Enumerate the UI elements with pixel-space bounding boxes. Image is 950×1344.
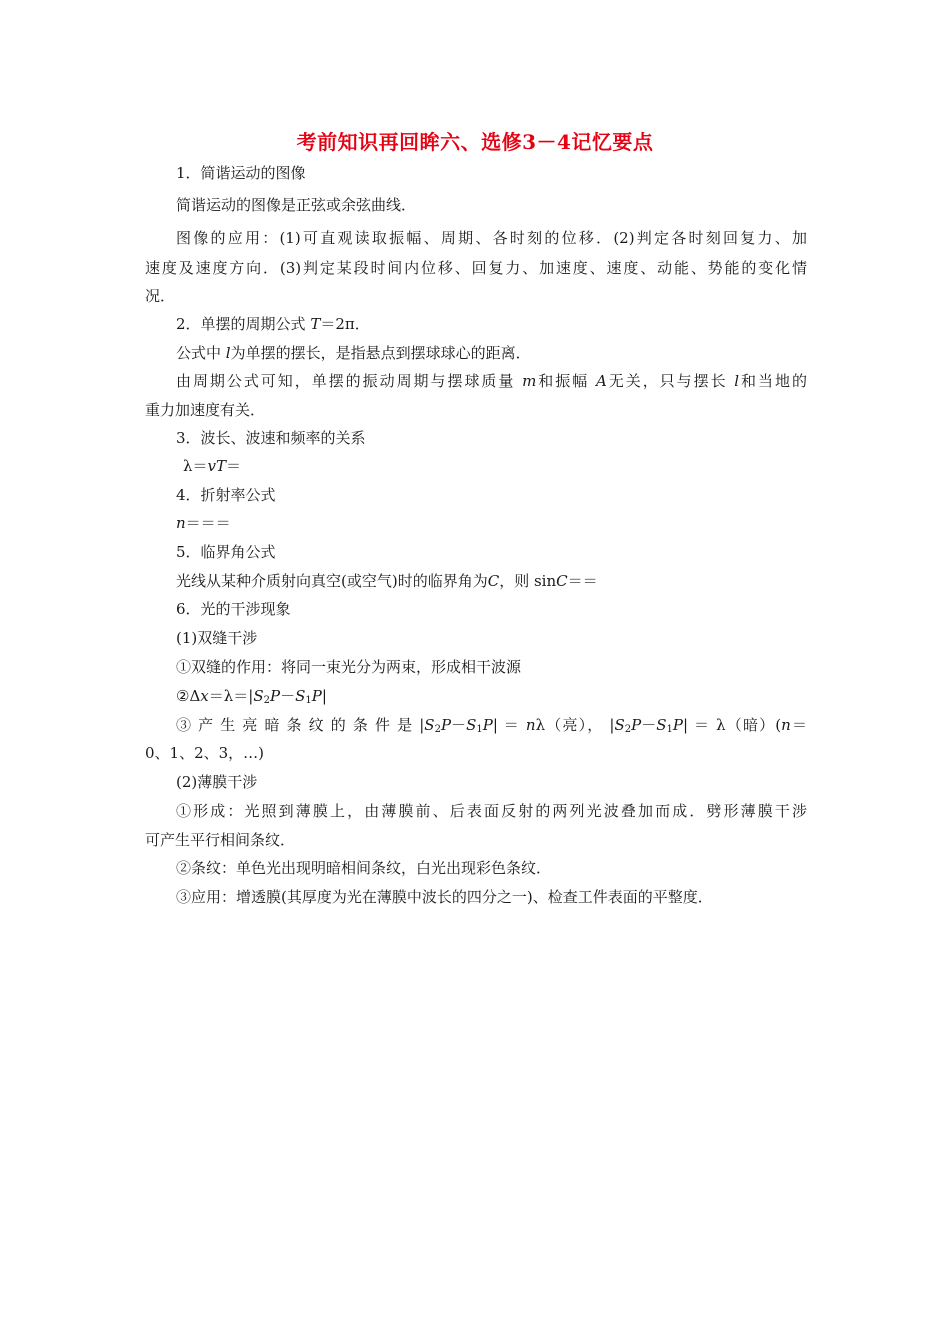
formula-text: ＝ bbox=[226, 457, 242, 475]
symbol-C: C bbox=[487, 572, 500, 590]
text: 和振幅 bbox=[536, 372, 596, 390]
section-3-formula bbox=[183, 456, 845, 476]
symbol-S: S bbox=[295, 687, 306, 705]
symbol-l: l bbox=[734, 372, 740, 390]
text: | bbox=[321, 687, 327, 705]
heading-text-end: ＝2π． bbox=[320, 315, 370, 333]
text: ＝λ＝| bbox=[208, 687, 254, 705]
symbol-P: P bbox=[672, 716, 683, 734]
symbol-S: S bbox=[614, 716, 625, 734]
section-3-heading: 3．波长、波速和频率的关系 bbox=[176, 429, 366, 447]
text: | ＝ bbox=[492, 716, 526, 734]
section-2-para-1 bbox=[176, 343, 807, 363]
formula-text: ＝＝＝ bbox=[185, 514, 231, 532]
text: 光线从某种介质射向真空(或空气)时的临界角为 bbox=[176, 572, 488, 590]
subscript: 2 bbox=[434, 724, 441, 735]
symbol-P: P bbox=[440, 716, 452, 734]
text: λ（亮）， | bbox=[535, 716, 615, 734]
section-6-film-1-line-2: 可产生平行相间条纹． bbox=[145, 831, 296, 849]
text: 公式中 bbox=[176, 344, 226, 362]
symbol-S: S bbox=[253, 687, 264, 705]
symbol-n: n bbox=[525, 716, 536, 734]
section-6-item-3-line-1 bbox=[176, 715, 807, 735]
subscript: 1 bbox=[305, 695, 312, 706]
section-5-para bbox=[176, 571, 807, 591]
subscript: 2 bbox=[263, 695, 270, 706]
section-5-heading: 5．临界角公式 bbox=[176, 543, 276, 561]
subscript: 1 bbox=[476, 724, 483, 735]
section-4-formula bbox=[176, 513, 807, 533]
symbol-T: T bbox=[216, 457, 227, 475]
symbol-n: n bbox=[176, 514, 186, 532]
symbol-S: S bbox=[466, 716, 477, 734]
section-4-heading: 4．折射率公式 bbox=[176, 486, 276, 504]
section-2-para-2-line-2: 重力加速度有关． bbox=[145, 401, 266, 419]
section-6-film-2: ②条纹：单色光出现明暗相间条纹，白光出现彩色条纹． bbox=[176, 859, 552, 877]
text: 为单摆的摆长，是指悬点到摆球球心的距离． bbox=[230, 344, 531, 362]
symbol-S: S bbox=[424, 716, 435, 734]
minus-sign: － bbox=[451, 716, 467, 734]
symbol-C: C bbox=[556, 572, 568, 590]
section-6-item-3-line-2: 0、1、2、3，…) bbox=[145, 744, 265, 762]
text: ＝ bbox=[790, 716, 807, 734]
section-2-para-2-line-1 bbox=[176, 371, 807, 391]
heading-text: 2．单摆的周期公式 bbox=[176, 315, 311, 333]
section-1-para-2-line-2: 速度及速度方向．(3)判定某段时间内位移、回复力、加速度、速度、动能、势能的变化情 bbox=[145, 259, 807, 277]
text: | ＝ λ（暗）( bbox=[682, 716, 782, 734]
text: ③ 产 生 亮 暗 条 纹 的 条 件 是 | bbox=[176, 716, 425, 734]
symbol-P: P bbox=[311, 687, 322, 705]
subscript: 2 bbox=[624, 724, 632, 735]
subscript: 1 bbox=[666, 724, 673, 735]
symbol-P: P bbox=[482, 716, 493, 734]
symbol-m: m bbox=[522, 372, 537, 390]
section-6-item-2 bbox=[176, 686, 807, 706]
section-6-film-1-line-1: ①形成：光照到薄膜上，由薄膜前、后表面反射的两列光波叠加而成．劈形薄膜干涉 bbox=[176, 802, 807, 820]
text: ＝＝ bbox=[567, 572, 598, 590]
symbol-v: v bbox=[207, 457, 216, 475]
text: 由周期公式可知，单摆的振动周期与摆球质量 bbox=[176, 372, 523, 390]
text: ②Δ bbox=[176, 687, 201, 705]
symbol-l: l bbox=[225, 344, 231, 362]
text: ，则 sin bbox=[499, 572, 557, 590]
minus-sign: － bbox=[280, 687, 296, 705]
text: 无关，只与摆长 bbox=[606, 372, 735, 390]
section-6-sub-2: (2)薄膜干涉 bbox=[176, 773, 258, 791]
symbol-S: S bbox=[656, 716, 667, 734]
document-title: 考前知识再回眸六、选修3－4记忆要点 bbox=[296, 130, 654, 154]
minus-sign: － bbox=[641, 716, 657, 734]
section-6-film-3: ③应用：增透膜(其厚度为光在薄膜中波长的四分之一)、检查工件表面的平整度． bbox=[176, 888, 713, 906]
section-1-para-1: 简谐运动的图像是正弦或余弦曲线． bbox=[176, 196, 417, 214]
symbol-P: P bbox=[269, 687, 281, 705]
section-1-para-2-line-1: 图像的应用：(1)可直观读取振幅、周期、各时刻的位移．(2)判定各时刻回复力、加 bbox=[176, 229, 807, 247]
section-6-sub-1: (1)双缝干涉 bbox=[176, 629, 258, 647]
section-2-heading bbox=[176, 314, 807, 334]
section-1-heading: 1．简谐运动的图像 bbox=[176, 164, 306, 182]
section-1-para-2-line-3: 况． bbox=[145, 287, 176, 305]
section-6-heading: 6．光的干涉现象 bbox=[176, 600, 291, 618]
text: 和当地的 bbox=[739, 372, 807, 390]
symbol-P: P bbox=[631, 716, 642, 734]
symbol-A: A bbox=[595, 372, 607, 390]
formula-text: λ＝ bbox=[183, 457, 208, 475]
symbol-T: T bbox=[310, 315, 321, 333]
symbol-n: n bbox=[781, 716, 791, 734]
symbol-x: x bbox=[200, 687, 209, 705]
section-6-item-1: ①双缝的作用：将同一束光分为两束，形成相干波源 bbox=[176, 658, 522, 676]
